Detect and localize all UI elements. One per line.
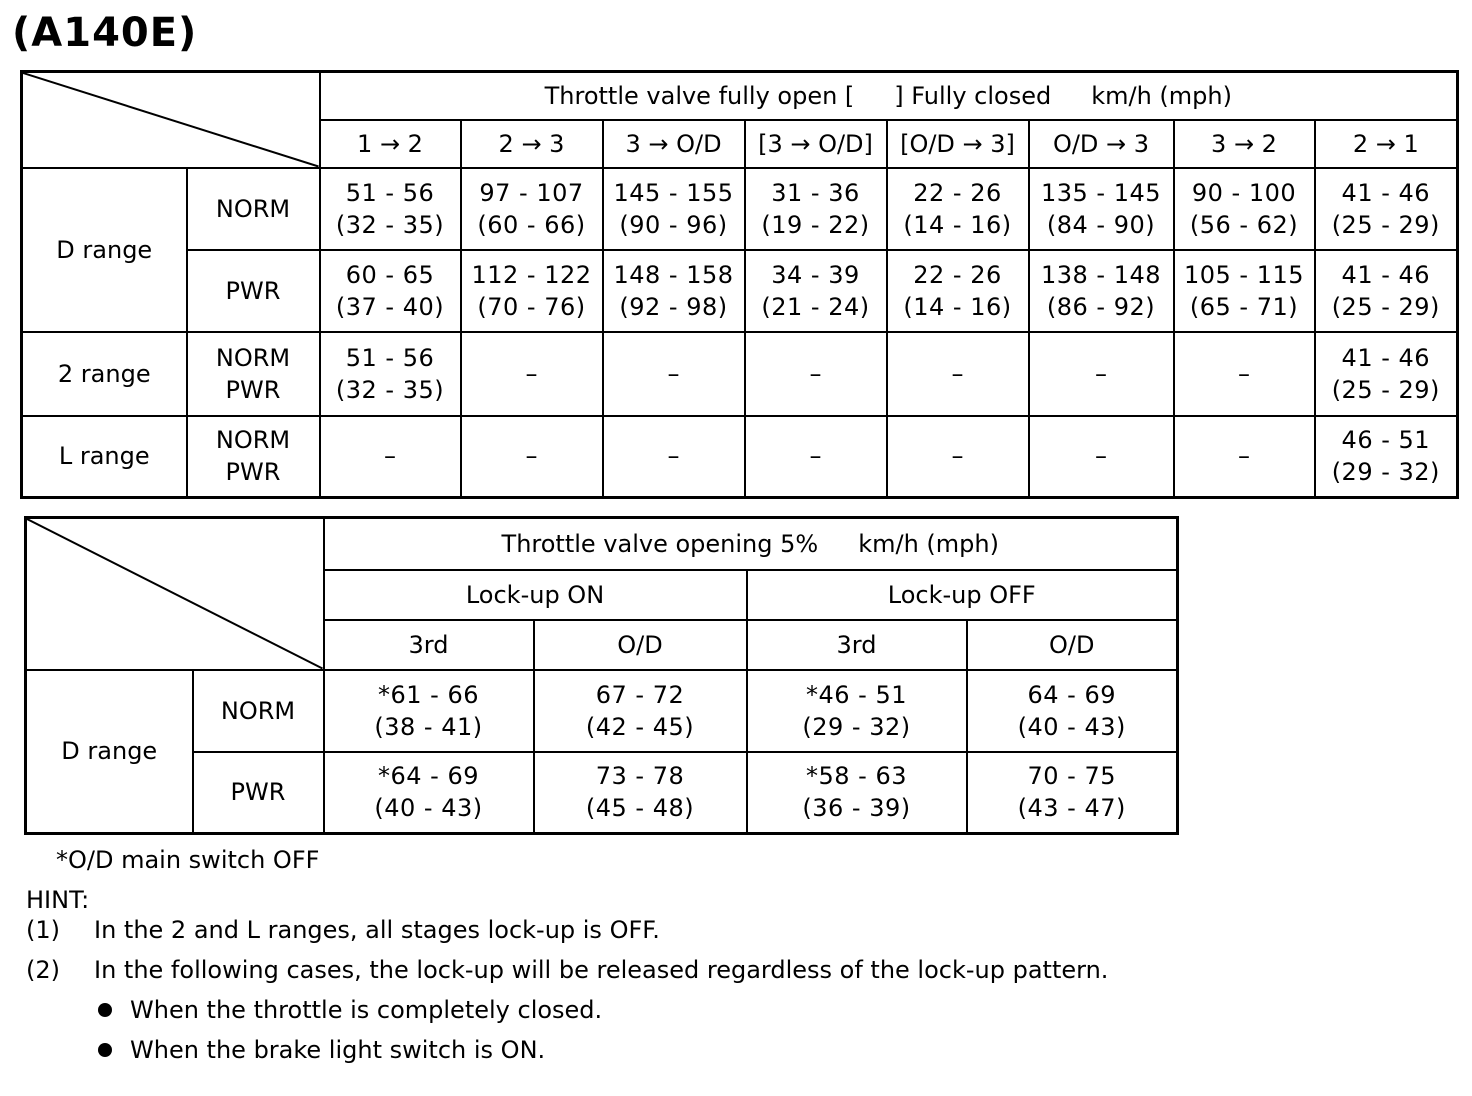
footnote: *O/D main switch OFF [56,846,320,874]
speed-kmh: 34 - 39 [771,260,860,289]
speed-kmh: – [525,359,538,388]
hint-item-2 [26,956,1446,984]
speed-kmh: – [951,442,964,471]
speed-kmh: 97 - 107 [479,178,584,207]
speed-mph: (25 - 29) [1331,210,1440,239]
speed-mph: (37 - 40) [335,292,445,321]
speed-kmh: *64 - 69 [378,762,479,791]
speed-mph: (60 - 66) [477,210,586,239]
hint-text: In the following cases, the lock-up will be released regardless of the lock-up pattern. [94,956,1109,984]
header-units: km/h (mph) [1091,81,1232,110]
value-cell [603,332,745,416]
value-cell [461,332,603,416]
speed-mph: (29 - 32) [802,712,911,741]
column-header: O/D [534,620,747,670]
page-title: (A140E) [12,10,198,56]
speed-mph: (29 - 32) [1331,458,1440,487]
speed-kmh: *46 - 51 [806,680,907,709]
speed-kmh: 67 - 72 [595,680,685,709]
table-corner-diagonal [22,72,320,168]
value-cell [1315,332,1458,416]
speed-kmh: 51 - 56 [345,343,435,372]
value-cell [1029,332,1174,416]
value-cell [1029,416,1174,498]
mode-norm: NORM [215,343,291,372]
value-cell [1174,332,1315,416]
header-label: Throttle valve opening 5% [501,529,819,558]
value-cell [324,752,534,834]
value-cell [887,250,1029,332]
bullet-item [98,996,1446,1024]
lockup-on-header: Lock-up ON [324,570,747,620]
speed-kmh: 46 - 51 [1341,426,1431,455]
value-cell [967,670,1178,752]
value-cell [461,250,603,332]
value-cell [1174,250,1315,332]
column-header: O/D → 3 [1029,120,1174,168]
throttle-opening-header [324,518,1178,570]
value-cell [534,670,747,752]
header-open-label: Throttle valve fully open [ [544,81,855,110]
speed-kmh: 73 - 78 [595,762,685,791]
value-cell [745,250,887,332]
speed-kmh: *61 - 66 [378,680,479,709]
speed-mph: (86 - 92) [1046,292,1156,321]
value-cell [1315,250,1458,332]
speed-kmh: 22 - 26 [913,260,1002,289]
column-header: 2 → 1 [1315,120,1458,168]
speed-mph: (25 - 29) [1331,292,1440,321]
value-cell [747,670,967,752]
speed-kmh: – [809,359,822,388]
speed-mph: (21 - 24) [761,292,870,321]
value-cell [1315,168,1458,250]
value-cell [603,168,745,250]
speed-kmh: 31 - 36 [771,178,860,207]
speed-kmh: – [1238,359,1250,388]
value-cell [747,752,967,834]
speed-kmh: – [525,442,538,471]
speed-kmh: 70 - 75 [1027,762,1116,791]
value-cell [887,416,1029,498]
value-cell [320,332,461,416]
speed-kmh: 148 - 158 [613,260,734,289]
value-cell [320,416,461,498]
speed-kmh: 112 - 122 [471,260,592,289]
column-header: [O/D → 3] [887,120,1029,168]
speed-mph: (45 - 48) [585,794,695,823]
column-header: 3 → O/D [603,120,745,168]
value-cell [603,416,745,498]
value-cell [887,168,1029,250]
notes-section [26,846,1446,1076]
bullet-text: When the throttle is completely closed. [130,996,603,1024]
speed-kmh: 41 - 46 [1341,178,1431,207]
speed-mph: (70 - 76) [477,292,586,321]
hint-number: (2) [26,956,60,984]
value-cell [320,168,461,250]
speed-kmh: – [1095,442,1107,471]
speed-mph: (90 - 96) [619,210,728,239]
value-cell [1174,416,1315,498]
shift-point-table [20,70,1459,499]
value-cell [745,416,887,498]
mode-pwr: PWR [225,458,281,487]
value-cell [1315,416,1458,498]
speed-mph: (40 - 43) [374,794,483,823]
column-header: 1 → 2 [320,120,461,168]
mode-label-norm-pwr [187,332,320,416]
speed-kmh: – [1238,442,1250,471]
speed-kmh: 135 - 145 [1040,178,1162,207]
speed-mph: (42 - 45) [585,712,695,741]
speed-mph: (32 - 35) [335,210,445,239]
speed-mph: (40 - 43) [1017,712,1126,741]
value-cell [1174,168,1315,250]
table-corner-diagonal [26,518,324,670]
speed-kmh: 22 - 26 [913,178,1002,207]
value-cell [1029,168,1174,250]
speed-mph: (19 - 22) [761,210,870,239]
speed-mph: (56 - 62) [1189,210,1299,239]
value-cell [745,168,887,250]
hint-text: In the 2 and L ranges, all stages lock-up is OFF. [94,916,660,944]
row-label-d-range: D range [22,168,187,332]
value-cell [461,168,603,250]
bullet-icon [98,1003,112,1017]
column-header: [3 → O/D] [745,120,887,168]
value-cell [461,416,603,498]
value-cell [320,250,461,332]
speed-kmh: – [667,442,680,471]
header-closed-label: ] Fully closed [894,81,1052,110]
bullet-icon [98,1043,112,1057]
value-cell [1029,250,1174,332]
bullet-text: When the brake light switch is ON. [130,1036,546,1064]
hint-number: (1) [26,916,60,944]
value-cell [967,752,1178,834]
mode-label-pwr: PWR [187,250,320,332]
mode-label-norm: NORM [193,670,324,752]
speed-mph: (25 - 29) [1331,375,1440,404]
speed-kmh: – [809,442,822,471]
speed-mph: (32 - 35) [335,375,445,404]
speed-kmh: 105 - 115 [1183,260,1305,289]
lockup-off-header: Lock-up OFF [747,570,1178,620]
speed-kmh: 41 - 46 [1341,260,1431,289]
speed-kmh: 145 - 155 [613,178,734,207]
speed-kmh: 41 - 46 [1341,343,1431,372]
speed-kmh: – [384,442,396,471]
speed-kmh: 51 - 56 [345,178,435,207]
value-cell [603,250,745,332]
column-header: 2 → 3 [461,120,603,168]
speed-kmh: 90 - 100 [1191,178,1297,207]
diagonal-line [27,519,323,669]
column-header: O/D [967,620,1178,670]
column-header: 3rd [324,620,534,670]
mode-label-norm-pwr [187,416,320,498]
row-label-d-range: D range [26,670,193,834]
value-cell [887,332,1029,416]
column-header: 3rd [747,620,967,670]
speed-mph: (38 - 41) [374,712,483,741]
speed-mph: (65 - 71) [1189,292,1299,321]
speed-mph: (43 - 47) [1017,794,1126,823]
speed-kmh: – [667,359,680,388]
speed-kmh: 138 - 148 [1040,260,1162,289]
mode-label-norm: NORM [187,168,320,250]
header-units: km/h (mph) [858,529,999,558]
speed-kmh: 60 - 65 [345,260,435,289]
hint-item-1 [26,916,1446,944]
value-cell [324,670,534,752]
diagonal-line [23,73,319,167]
speed-mph: (84 - 90) [1046,210,1156,239]
hint-label: HINT: [26,886,90,914]
bullet-item [98,1036,1446,1064]
speed-kmh: – [1095,359,1107,388]
speed-mph: (92 - 98) [619,292,728,321]
speed-kmh: *58 - 63 [806,762,907,791]
speed-kmh: – [951,359,964,388]
speed-mph: (14 - 16) [903,292,1012,321]
speed-mph: (14 - 16) [903,210,1012,239]
throttle-header [320,72,1458,120]
mode-norm: NORM [215,426,291,455]
row-label-l-range: L range [22,416,187,498]
lockup-point-table [24,516,1179,835]
value-cell [534,752,747,834]
mode-pwr: PWR [225,375,281,404]
row-label-2-range: 2 range [22,332,187,416]
value-cell [745,332,887,416]
mode-label-pwr: PWR [193,752,324,834]
column-header: 3 → 2 [1174,120,1315,168]
speed-kmh: 64 - 69 [1027,680,1116,709]
speed-mph: (36 - 39) [802,794,911,823]
